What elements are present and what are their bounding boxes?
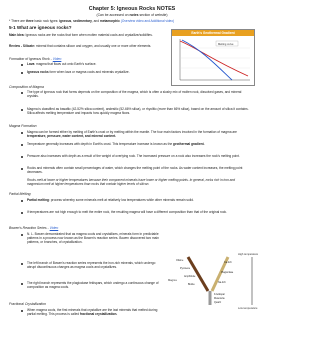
magma-b2: Temperature generally increases with depth in Earth's crust. This temperature increase is known as the geothermal gradient. — [27, 142, 205, 146]
lava-item: Lava: magma that flows out onto Earth's surface. — [27, 62, 97, 66]
overview-video-link[interactable]: (Overview video — [120, 19, 144, 23]
composition-b1: The type of igneous rock that forms depends on the composition of the magma, which is often a slushy mix of molten rock, dissolved gases, and mineral crystals. — [27, 90, 242, 99]
igneous-item: Igneous rocks form when lava or magma cools and minerals crystallize. — [27, 70, 130, 74]
bullet — [21, 64, 23, 66]
bullet — [21, 283, 23, 285]
composition-b2: Magma is classified as basaltic (42-52% silica content), andesitic (52-66% silica), or rhyolitic (more than 66% silica), based on the amount of silica it contains. Silica affects melting temperature and impacts how quickly magma flows. — [27, 107, 249, 116]
right_branch-2: Na-rich — [218, 281, 226, 284]
left_branch-1: Pyroxene — [180, 267, 191, 270]
magma-label: Magma — [168, 279, 177, 282]
partial-b2: If temperatures are not high enough to melt the entire rock, the resulting magma will have a different composition than that of the original rock. — [27, 210, 227, 214]
formation-video-link[interactable]: Video — [52, 57, 62, 61]
partial-heading: Partial Melting — [9, 192, 31, 196]
left_branch-0: Olivine — [176, 259, 184, 262]
high-temp-label: High temperature — [238, 253, 258, 256]
right_branch-0: Ca-rich — [224, 261, 232, 264]
bowen-reaction-diagram — [168, 251, 258, 311]
geothermal-graph — [172, 36, 254, 85]
tail-2: Quartz — [214, 301, 222, 304]
fractional-b1: When magma cools, the first minerals that crystallize are the last minerals that melted during partial melting. This process is called fractional crystallization. — [27, 308, 158, 317]
magma-b1: Magma can be formed either by melting of Earth's crust or by melting within the mantle. The four main factors involved in the formation of magma are temperature, pressure, water content, and mineral content. — [27, 130, 237, 139]
left_branch-2: Amphibole — [184, 275, 196, 278]
right_branch-1: Plagioclase — [221, 271, 234, 274]
geotherm-curve — [180, 41, 248, 76]
magma-formation-heading: Magma Formation — [9, 124, 37, 128]
additional-video-link[interactable]: and Additional video) — [144, 19, 175, 23]
low-temp-label: Low temperature — [238, 307, 258, 310]
bullet — [21, 234, 23, 236]
magma-b3: Pressure also increases with depth as a result of the weight of overlying rock. The increased pressure on a rock also increases the rock's melting point. — [27, 154, 240, 158]
page-subtitle: (Can be accessed on notes section of website) — [96, 13, 168, 17]
bullet — [21, 109, 23, 111]
composition-heading: Composition of Magma — [9, 85, 44, 89]
chart-legend: Melting curve — [218, 43, 234, 46]
bullet — [21, 168, 23, 170]
bullet — [21, 263, 23, 265]
bullet — [21, 72, 23, 74]
bullet — [21, 92, 23, 94]
chart-title: Earth's Geothermal Gradient — [172, 30, 254, 36]
partial-b1: Partial melting: process whereby some minerals melt at relatively low temperatures while other minerals remain solid. — [27, 198, 194, 202]
bowen-heading: Bowen's Reaction Series - Video — [9, 226, 59, 230]
magma-b4: Rocks and minerals often contain small percentages of water, which changes the melting point of the rocks. As water content increases, the melting point decreases. — [27, 166, 243, 175]
bullet — [21, 310, 23, 312]
bullet — [21, 132, 23, 134]
review-silicate: Review - Silicate: mineral that contains silicon and oxygen, and usually one or more other elements. — [9, 44, 152, 48]
bowen-b3: The right branch represents the plagioclase feldspars, which undergo a continuous change of composition as magma cools. — [27, 281, 159, 290]
magma-note: Rocks melt at lower or higher temperatures because their component minerals have lower or higher melting points. In general, rocks rich in iron and magnesium melt at higher temperatures than rocks that contain higher levels of silicon. — [27, 178, 235, 187]
bullet — [21, 144, 23, 146]
left_branch-3: Biotite — [188, 283, 195, 286]
bullet — [21, 156, 23, 158]
bullet — [21, 212, 23, 214]
fractional-heading: Fractional Crystallization — [9, 302, 46, 306]
bowen-video-link[interactable]: Video — [49, 226, 59, 230]
bullet — [21, 200, 23, 202]
intro-line: * There are three basic rock types: igneous, sedimentary, and metamorphic (Overview video and Additional video) — [9, 19, 175, 23]
tail-0: K-feldspar — [214, 293, 225, 296]
tail-minerals — [214, 293, 225, 304]
geothermal-chart — [171, 29, 255, 86]
formation-heading: Formation of Igneous Rock - Video — [9, 57, 62, 61]
bowen-b1: N. L. Bowen demonstrated that as magma cools and crystallizes, minerals form in predictable patterns in a process now known as the Bowen's reaction series. Bowen discovered two main patterns, or branches, of crystallization. — [27, 232, 159, 245]
section-heading: 5-1 What are igneous rocks? — [9, 25, 72, 30]
page-title: Chapter 5: Igneous Rocks NOTES — [88, 6, 176, 12]
bowen-b2: The left branch of Bowen's reaction series represents the iron-rich minerals, which undergo abrupt discontinuous changes as magma cools and crystallizes. — [27, 261, 156, 270]
main-idea: Main Idea: Igneous rocks are the rocks that form when molten material cools and crystallize/solidifies. — [9, 33, 153, 37]
tail-1: Muscovite — [214, 297, 225, 300]
